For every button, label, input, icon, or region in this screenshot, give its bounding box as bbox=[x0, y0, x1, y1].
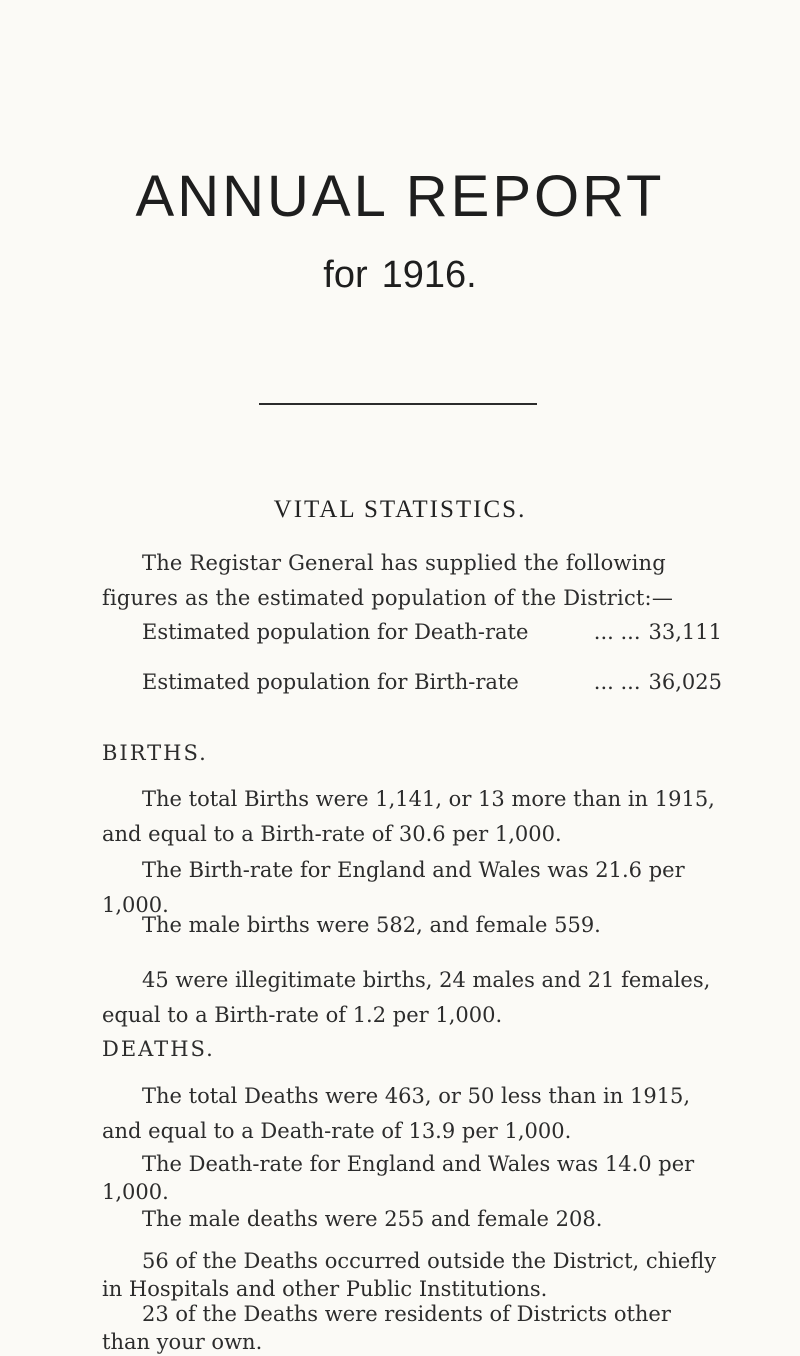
population-value: 33,111 bbox=[648, 620, 722, 644]
births-paragraph-4: 45 were illegitimate births, 24 males and 21 females, equal to a Birth-rate of 1.2 per 1,000. bbox=[102, 968, 711, 1027]
report-subtitle bbox=[0, 256, 800, 294]
deaths-paragraph-4: 56 of the Deaths occurred outside the District, chiefly in Hospitals and other Public Institutions. bbox=[102, 1249, 717, 1301]
intro-paragraph bbox=[102, 546, 722, 616]
deaths-paragraph-3: The male deaths were 255 and female 208. bbox=[142, 1207, 603, 1231]
population-row-death-rate bbox=[142, 617, 722, 647]
population-dots: ... ... bbox=[593, 670, 641, 694]
subtitle-for: for bbox=[323, 254, 368, 296]
population-value: 36,025 bbox=[648, 670, 722, 694]
section-title: VITAL STATISTICS. bbox=[273, 496, 527, 523]
deaths-paragraph-2: The Death-rate for England and Wales was 14.0 per 1,000. bbox=[102, 1152, 695, 1204]
population-row-birth-rate bbox=[142, 667, 722, 697]
population-label: Estimated population for Death-rate bbox=[142, 620, 529, 644]
deaths-heading: DEATHS. bbox=[102, 1037, 215, 1061]
births-paragraph-3: The male births were 582, and female 559. bbox=[142, 913, 601, 937]
births-heading: BIRTHS. bbox=[102, 741, 208, 765]
intro-text: The Registar General has supplied the following figures as the estimated population of the District:— bbox=[102, 551, 674, 610]
births-paragraph-1: The total Births were 1,141, or 13 more than in 1915, and equal to a Birth-rate of 30.6 per 1,000. bbox=[102, 787, 715, 846]
report-title: ANNUAL REPORT bbox=[135, 164, 665, 229]
subtitle-year: 1916. bbox=[381, 254, 477, 296]
deaths-paragraph-5: 23 of the Deaths were residents of Districts other than your own. bbox=[102, 1302, 671, 1354]
deaths-paragraph-1: The total Deaths were 463, or 50 less than in 1915, and equal to a Death-rate of 13.9 per 1,000. bbox=[102, 1084, 691, 1143]
population-dots: ... ... bbox=[593, 620, 641, 644]
divider-rule bbox=[259, 403, 537, 405]
population-label: Estimated population for Birth-rate bbox=[142, 670, 519, 694]
births-paragraph-2: The Birth-rate for England and Wales was 21.6 per 1,000. bbox=[102, 858, 685, 917]
